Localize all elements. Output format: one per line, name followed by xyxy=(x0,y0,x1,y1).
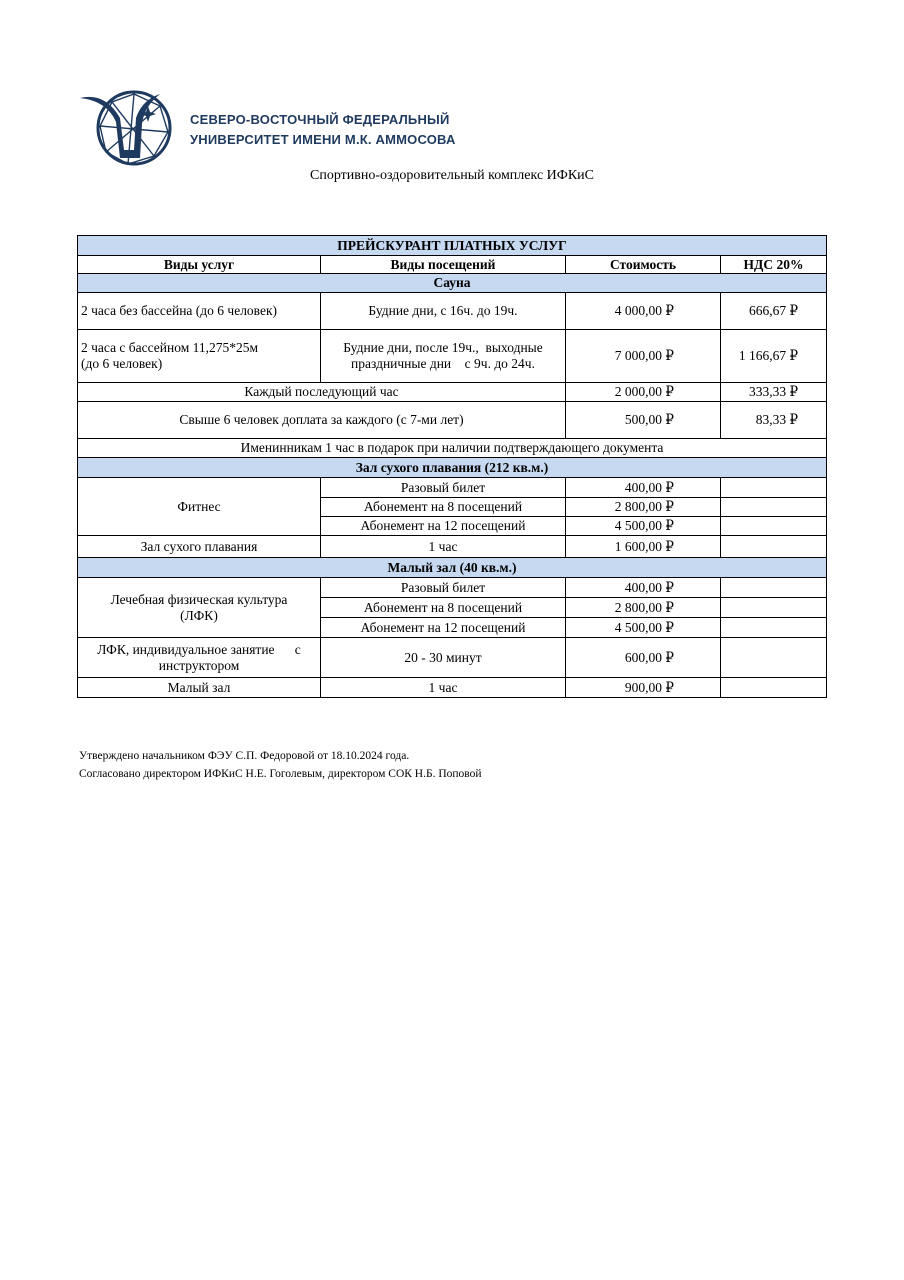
price-cell: 400,00 ₽ xyxy=(566,478,721,498)
service-cell xyxy=(78,638,321,678)
university-name xyxy=(190,110,456,150)
vat-cell xyxy=(721,678,827,698)
university-name-line2: УНИВЕРСИТЕТ ИМЕНИ М.К. АММОСОВА xyxy=(190,132,456,147)
visit-cell: Абонемент на 8 посещений xyxy=(321,498,566,517)
service-cell: Каждый последующий час xyxy=(78,383,566,402)
table-row xyxy=(78,402,827,439)
vat-cell: 666,67 ₽ xyxy=(721,293,827,330)
table-row xyxy=(78,383,827,402)
vat-cell xyxy=(721,478,827,498)
price-list-table xyxy=(77,235,827,698)
table-row xyxy=(78,536,827,558)
column-header-vat: НДС 20% xyxy=(721,256,827,274)
price-cell: 2 000,00 ₽ xyxy=(566,383,721,402)
approval-footer xyxy=(79,747,482,783)
svfu-crystal-logo-icon xyxy=(76,88,172,168)
visit-cell: Абонемент на 12 посещений xyxy=(321,618,566,638)
table-title: ПРЕЙСКУРАНТ ПЛАТНЫХ УСЛУГ xyxy=(78,236,827,256)
complex-name: Спортивно-оздоровительный комплекс ИФКиС xyxy=(310,168,594,183)
service-cell: 2 часа без бассейна (до 6 человек) xyxy=(78,293,321,330)
visit-cell: 1 час xyxy=(321,678,566,698)
column-header-visits: Виды посещений xyxy=(321,256,566,274)
service-cell: Фитнес xyxy=(78,478,321,536)
price-cell: 4 500,00 ₽ xyxy=(566,618,721,638)
price-cell: 900,00 ₽ xyxy=(566,678,721,698)
table-row xyxy=(78,293,827,330)
visit-cell: Будние дни, с 16ч. до 19ч. xyxy=(321,293,566,330)
vat-cell xyxy=(721,598,827,618)
table-row xyxy=(78,678,827,698)
visit-cell: Разовый билет xyxy=(321,478,566,498)
column-header-price: Стоимость xyxy=(566,256,721,274)
price-cell: 1 600,00 ₽ xyxy=(566,536,721,558)
table-row xyxy=(78,578,827,598)
table-row xyxy=(78,638,827,678)
visit-cell: Разовый билет xyxy=(321,578,566,598)
vat-cell xyxy=(721,498,827,517)
vat-cell: 83,33 ₽ xyxy=(721,402,827,439)
visit-cell: 1 час xyxy=(321,536,566,558)
university-name-line1: СЕВЕРО-ВОСТОЧНЫЙ ФЕДЕРАЛЬНЫЙ xyxy=(190,112,450,127)
visit-line: Будние дни, после 19ч., выходные xyxy=(343,340,543,355)
vat-cell xyxy=(721,618,827,638)
service-cell: Свыше 6 человек доплата за каждого (с 7-ми лет) xyxy=(78,402,566,439)
service-cell xyxy=(78,330,321,383)
agreement-line: Согласовано директором ИФКиС Н.Е. Гоголевым, директором СОК Н.Б. Поповой xyxy=(79,768,482,780)
service-line: (до 6 человек) xyxy=(81,356,163,371)
vat-cell xyxy=(721,536,827,558)
visit-cell xyxy=(321,330,566,383)
visit-cell: Абонемент на 12 посещений xyxy=(321,517,566,536)
column-header-services: Виды услуг xyxy=(78,256,321,274)
approval-line: Утверждено начальником ФЭУ С.П. Федоровой от 18.10.2024 года. xyxy=(79,750,410,762)
service-line: ЛФК, индивидуальное занятие с xyxy=(97,641,301,657)
table-row xyxy=(78,330,827,383)
price-cell: 4 500,00 ₽ xyxy=(566,517,721,536)
visit-cell: Абонемент на 8 посещений xyxy=(321,598,566,618)
table-row xyxy=(78,439,827,458)
service-line: 2 часа с бассейном 11,275*25м xyxy=(81,340,259,355)
service-line: инструктором xyxy=(158,657,240,673)
visit-line: праздничные дни с 9ч. до 24ч. xyxy=(351,356,535,371)
section-small-hall: Малый зал (40 кв.м.) xyxy=(78,558,827,578)
price-cell: 7 000,00 ₽ xyxy=(566,330,721,383)
service-line: Лечебная физическая культура xyxy=(110,591,288,607)
price-cell: 4 000,00 ₽ xyxy=(566,293,721,330)
price-cell: 500,00 ₽ xyxy=(566,402,721,439)
price-cell: 600,00 ₽ xyxy=(566,638,721,678)
vat-cell: 1 166,67 ₽ xyxy=(721,330,827,383)
visit-cell: 20 - 30 минут xyxy=(321,638,566,678)
birthday-note: Именинникам 1 час в подарок при наличии подтверждающего документа xyxy=(78,439,827,458)
price-cell: 2 800,00 ₽ xyxy=(566,498,721,517)
price-cell: 400,00 ₽ xyxy=(566,578,721,598)
table-row xyxy=(78,478,827,498)
section-dry-swimming: Зал сухого плавания (212 кв.м.) xyxy=(78,458,827,478)
price-cell: 2 800,00 ₽ xyxy=(566,598,721,618)
vat-cell xyxy=(721,578,827,598)
service-cell: Зал сухого плавания xyxy=(78,536,321,558)
service-cell: Малый зал xyxy=(78,678,321,698)
service-line: (ЛФК) xyxy=(180,607,218,623)
service-cell xyxy=(78,578,321,638)
vat-cell xyxy=(721,517,827,536)
vat-cell: 333,33 ₽ xyxy=(721,383,827,402)
section-sauna: Сауна xyxy=(78,274,827,293)
vat-cell xyxy=(721,638,827,678)
